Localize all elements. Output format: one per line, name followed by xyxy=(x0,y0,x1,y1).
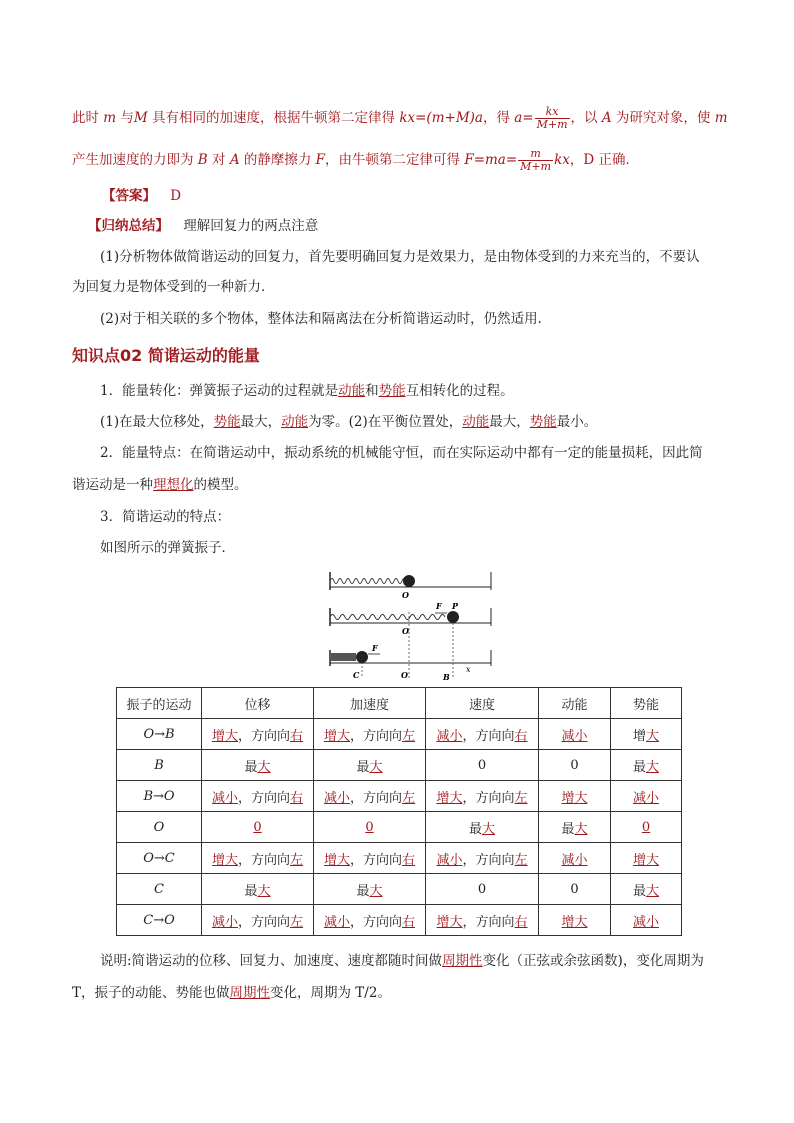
acc-cell xyxy=(314,874,426,905)
pe-cell xyxy=(611,843,682,874)
cell-part: ，方向向 xyxy=(349,914,402,930)
cell-part: 增大 xyxy=(561,914,588,930)
cell-part: 左 xyxy=(514,790,528,806)
cell-part: 0 xyxy=(253,819,262,835)
cell-part: 增大 xyxy=(632,852,659,868)
motion-cell: O→B xyxy=(117,719,202,750)
text: 和 xyxy=(365,383,379,399)
ke-cell xyxy=(539,874,611,905)
point-2-cont xyxy=(72,475,248,495)
cell-part: 大 xyxy=(574,821,588,837)
cell-part: 左 xyxy=(290,914,304,930)
label-o: O xyxy=(401,670,408,680)
text: 变化（正弦或余弦函数)，变化周期为 xyxy=(482,953,704,969)
cell-part: 增大 xyxy=(211,728,238,744)
cell-part: 大 xyxy=(369,759,383,775)
disp-cell xyxy=(202,781,314,812)
summary-label: 【归纳总结】 xyxy=(88,218,169,234)
var: m xyxy=(714,110,728,126)
text: 具有相同的加速度，根据牛顿第二定律得 xyxy=(147,110,400,126)
denominator: M+m xyxy=(536,118,568,131)
text: 变化，周期为 T/2。 xyxy=(270,985,391,1001)
label-f: F xyxy=(436,601,442,611)
cell-part: 增大 xyxy=(561,790,588,806)
label-x: x xyxy=(466,665,471,674)
var: B xyxy=(197,152,208,168)
cell-part: 最 xyxy=(468,821,482,837)
fraction xyxy=(535,106,570,131)
text: 最小。 xyxy=(556,414,598,430)
point-2: 2．能量特点：在简谐运动中，振动系统的机械能守恒，而在实际运动中都有一定的能量损耗，因此简 xyxy=(100,445,703,461)
label-b: B xyxy=(443,672,450,682)
vel-cell xyxy=(426,719,539,750)
numerator: kx xyxy=(535,106,570,119)
header-cell: 加速度 xyxy=(314,688,426,719)
cell-part: 0 xyxy=(477,757,487,773)
point-1 xyxy=(100,381,514,401)
spring xyxy=(330,579,410,584)
table-row xyxy=(117,781,682,812)
table-row xyxy=(117,843,682,874)
cell-part: ，方向向 xyxy=(462,852,515,868)
header-cell: 振子的运动 xyxy=(117,688,202,719)
point-3: 3．简谐运动的特点： xyxy=(100,509,231,525)
point-1-detail xyxy=(100,412,597,432)
spring-oscillator-figure xyxy=(320,568,500,684)
disp-cell xyxy=(202,750,314,781)
summary-heading xyxy=(88,216,318,236)
equation: F=ma= xyxy=(464,152,518,168)
text: 与 xyxy=(116,110,134,126)
cell-part: 0 xyxy=(641,819,651,835)
text: (1)在最大位移处， xyxy=(100,414,214,430)
ball xyxy=(356,651,368,663)
motion-cell: C→O xyxy=(117,905,202,936)
text: 此时 xyxy=(72,110,104,126)
cell-part: 右 xyxy=(514,728,528,744)
figure-caption: 如图所示的弹簧振子． xyxy=(100,540,235,556)
pe-cell xyxy=(611,812,682,843)
label-o: O xyxy=(402,626,409,636)
text: 为研究对象，使 xyxy=(611,110,715,126)
note-line-2 xyxy=(72,983,391,1003)
intro-line-1 xyxy=(72,106,728,131)
summary-title: 理解回复力的两点注意 xyxy=(183,218,319,234)
cell-part: 减小 xyxy=(632,914,659,930)
text: ，以 xyxy=(570,110,602,126)
text: T，振子的动能、势能也做 xyxy=(72,985,230,1001)
cell-part: ，方向向 xyxy=(349,728,402,744)
cell-part: 左 xyxy=(290,852,304,868)
blank: 动能 xyxy=(462,414,490,430)
acc-cell xyxy=(314,812,426,843)
motion-table xyxy=(116,687,682,936)
cell-part: 增大 xyxy=(436,790,463,806)
cell-part: 右 xyxy=(290,790,304,806)
cell-part: 最 xyxy=(244,883,258,899)
table-row xyxy=(117,719,682,750)
cell-part: 最 xyxy=(632,759,646,775)
cell-part: 增大 xyxy=(323,728,350,744)
motion-cell: B xyxy=(117,750,202,781)
cell-part: 大 xyxy=(646,728,660,744)
cell-part: 增 xyxy=(632,728,646,744)
cell-part: 大 xyxy=(369,883,383,899)
cell-part: ，方向向 xyxy=(237,914,290,930)
cell-part: 最 xyxy=(356,883,370,899)
cell-part: 减小 xyxy=(561,728,588,744)
header-cell: 位移 xyxy=(202,688,314,719)
blank: 势能 xyxy=(378,383,406,399)
table-header-row xyxy=(117,688,682,719)
ke-cell xyxy=(539,719,611,750)
cell-part: ，方向向 xyxy=(237,852,290,868)
vel-cell xyxy=(426,812,539,843)
note-line-1 xyxy=(100,951,704,971)
motion-cell: O→C xyxy=(117,843,202,874)
cell-part: 右 xyxy=(402,852,416,868)
cell-part: 0 xyxy=(570,757,579,773)
header-cell: 势能 xyxy=(611,688,682,719)
text: 对 xyxy=(207,152,230,168)
disp-cell xyxy=(202,905,314,936)
cell-part: ，方向向 xyxy=(349,852,402,868)
cell-part: 0 xyxy=(477,881,487,897)
cell-part: 大 xyxy=(646,883,660,899)
var: F xyxy=(315,152,326,168)
table-row xyxy=(117,812,682,843)
answer-line xyxy=(102,186,181,206)
label-o: O xyxy=(402,590,409,600)
var: m xyxy=(103,110,117,126)
blank: 周期性 xyxy=(442,953,483,969)
text: ，得 xyxy=(482,110,515,126)
cell-part: ，方向向 xyxy=(462,914,515,930)
cell-part: 大 xyxy=(482,821,496,837)
vel-cell xyxy=(426,905,539,936)
label-p: P xyxy=(452,601,459,611)
blank: 动能 xyxy=(338,383,366,399)
header-cell: 速度 xyxy=(426,688,539,719)
table-row xyxy=(117,874,682,905)
blank: 理想化 xyxy=(153,477,194,493)
spring xyxy=(330,615,445,620)
answer-label: 【答案】 xyxy=(102,188,156,204)
numerator: m xyxy=(518,148,553,161)
pe-cell xyxy=(611,750,682,781)
cell-part: 左 xyxy=(402,728,416,744)
cell-part: 增大 xyxy=(436,914,463,930)
cell-part: 左 xyxy=(402,790,416,806)
acc-cell xyxy=(314,750,426,781)
blank: 势能 xyxy=(529,414,557,430)
summary-para-1: (1)分析物体做简谐运动的回复力，首先要明确回复力是效果力，是由物体受到的力来充当的，不要认 xyxy=(100,249,700,265)
pe-cell xyxy=(611,781,682,812)
cell-part: ，方向向 xyxy=(462,728,515,744)
ke-cell xyxy=(539,812,611,843)
cell-part: 减小 xyxy=(323,914,350,930)
acc-cell xyxy=(314,719,426,750)
label-f: F xyxy=(372,643,378,653)
cell-part: 减小 xyxy=(211,790,238,806)
section-title: 知识点02 简谐运动的能量 xyxy=(72,346,260,365)
cell-part: 最 xyxy=(356,759,370,775)
pe-cell xyxy=(611,719,682,750)
vel-cell xyxy=(426,750,539,781)
text: ，由牛顿第二定律可得 xyxy=(325,152,465,168)
acc-cell xyxy=(314,843,426,874)
cell-part: 减小 xyxy=(436,852,463,868)
pe-cell xyxy=(611,905,682,936)
cell-part: 减小 xyxy=(436,728,463,744)
cell-part: 右 xyxy=(290,728,304,744)
cell-part: ，方向向 xyxy=(237,728,290,744)
summary-para-2: (2)对于相关联的多个物体，整体法和隔离法在分析简谐运动时，仍然适用． xyxy=(100,311,552,327)
ke-cell xyxy=(539,750,611,781)
answer-value: D xyxy=(170,188,182,204)
text: 的静摩擦力 xyxy=(239,152,316,168)
disp-cell xyxy=(202,812,314,843)
text: 产生加速度的力即为 xyxy=(72,152,198,168)
disp-cell xyxy=(202,874,314,905)
label-c: C xyxy=(353,670,360,680)
compressed-spring xyxy=(331,653,356,661)
cell-part: 减小 xyxy=(323,790,350,806)
vel-cell xyxy=(426,843,539,874)
var: A xyxy=(601,110,612,126)
var: M xyxy=(133,110,148,126)
ke-cell xyxy=(539,781,611,812)
cell-part: ，方向向 xyxy=(462,790,515,806)
ball xyxy=(403,575,415,587)
cell-part: 右 xyxy=(514,914,528,930)
ke-cell xyxy=(539,843,611,874)
disp-cell xyxy=(202,719,314,750)
text: 互相转化的过程。 xyxy=(405,383,514,399)
equation: kx xyxy=(554,152,570,168)
blank: 周期性 xyxy=(229,985,271,1001)
motion-cell: B→O xyxy=(117,781,202,812)
var: A xyxy=(229,152,240,168)
acc-cell xyxy=(314,905,426,936)
intro-line-2 xyxy=(72,148,639,173)
cell-part: 大 xyxy=(257,883,271,899)
text: 1．能量转化：弹簧振子运动的过程就是 xyxy=(100,383,339,399)
text: 谐运动是一种 xyxy=(72,477,153,493)
text: 最大， xyxy=(240,414,282,430)
cell-part: 右 xyxy=(402,914,416,930)
table-row xyxy=(117,905,682,936)
cell-part: 大 xyxy=(257,759,271,775)
denominator: M+m xyxy=(520,160,552,173)
cell-part: 最 xyxy=(244,759,258,775)
vel-cell xyxy=(426,874,539,905)
equation: a= xyxy=(514,110,534,126)
cell-part: 最 xyxy=(561,821,575,837)
ke-cell xyxy=(539,905,611,936)
text: ，D 正确． xyxy=(569,152,640,168)
summary-para-1-cont: 为回复力是物体受到的一种新力． xyxy=(72,279,275,295)
header-cell: 动能 xyxy=(539,688,611,719)
cell-part: ，方向向 xyxy=(349,790,402,806)
cell-part: 大 xyxy=(646,759,660,775)
motion-cell: C xyxy=(117,874,202,905)
cell-part: 减小 xyxy=(632,790,659,806)
text: 的模型。 xyxy=(193,477,248,493)
cell-part: 0 xyxy=(570,881,579,897)
pe-cell xyxy=(611,874,682,905)
text: 说明:简谐运动的位移、回复力、加速度、速度都随时间做 xyxy=(100,953,443,969)
equation: kx=(m+M)a xyxy=(399,110,483,126)
ball xyxy=(447,611,459,623)
cell-part: 左 xyxy=(514,852,528,868)
motion-cell: O xyxy=(117,812,202,843)
acc-cell xyxy=(314,781,426,812)
cell-part: 最 xyxy=(632,883,646,899)
table-row xyxy=(117,750,682,781)
vel-cell xyxy=(426,781,539,812)
cell-part: 0 xyxy=(365,819,374,835)
blank: 势能 xyxy=(213,414,241,430)
cell-part: 减小 xyxy=(211,914,238,930)
cell-part: 增大 xyxy=(211,852,238,868)
disp-cell xyxy=(202,843,314,874)
fraction xyxy=(518,148,553,173)
cell-part: 减小 xyxy=(561,852,588,868)
cell-part: 增大 xyxy=(323,852,350,868)
blank: 动能 xyxy=(281,414,309,430)
text: 为零。(2)在平衡位置处， xyxy=(308,414,463,430)
text: 最大， xyxy=(489,414,530,430)
cell-part: ，方向向 xyxy=(237,790,290,806)
